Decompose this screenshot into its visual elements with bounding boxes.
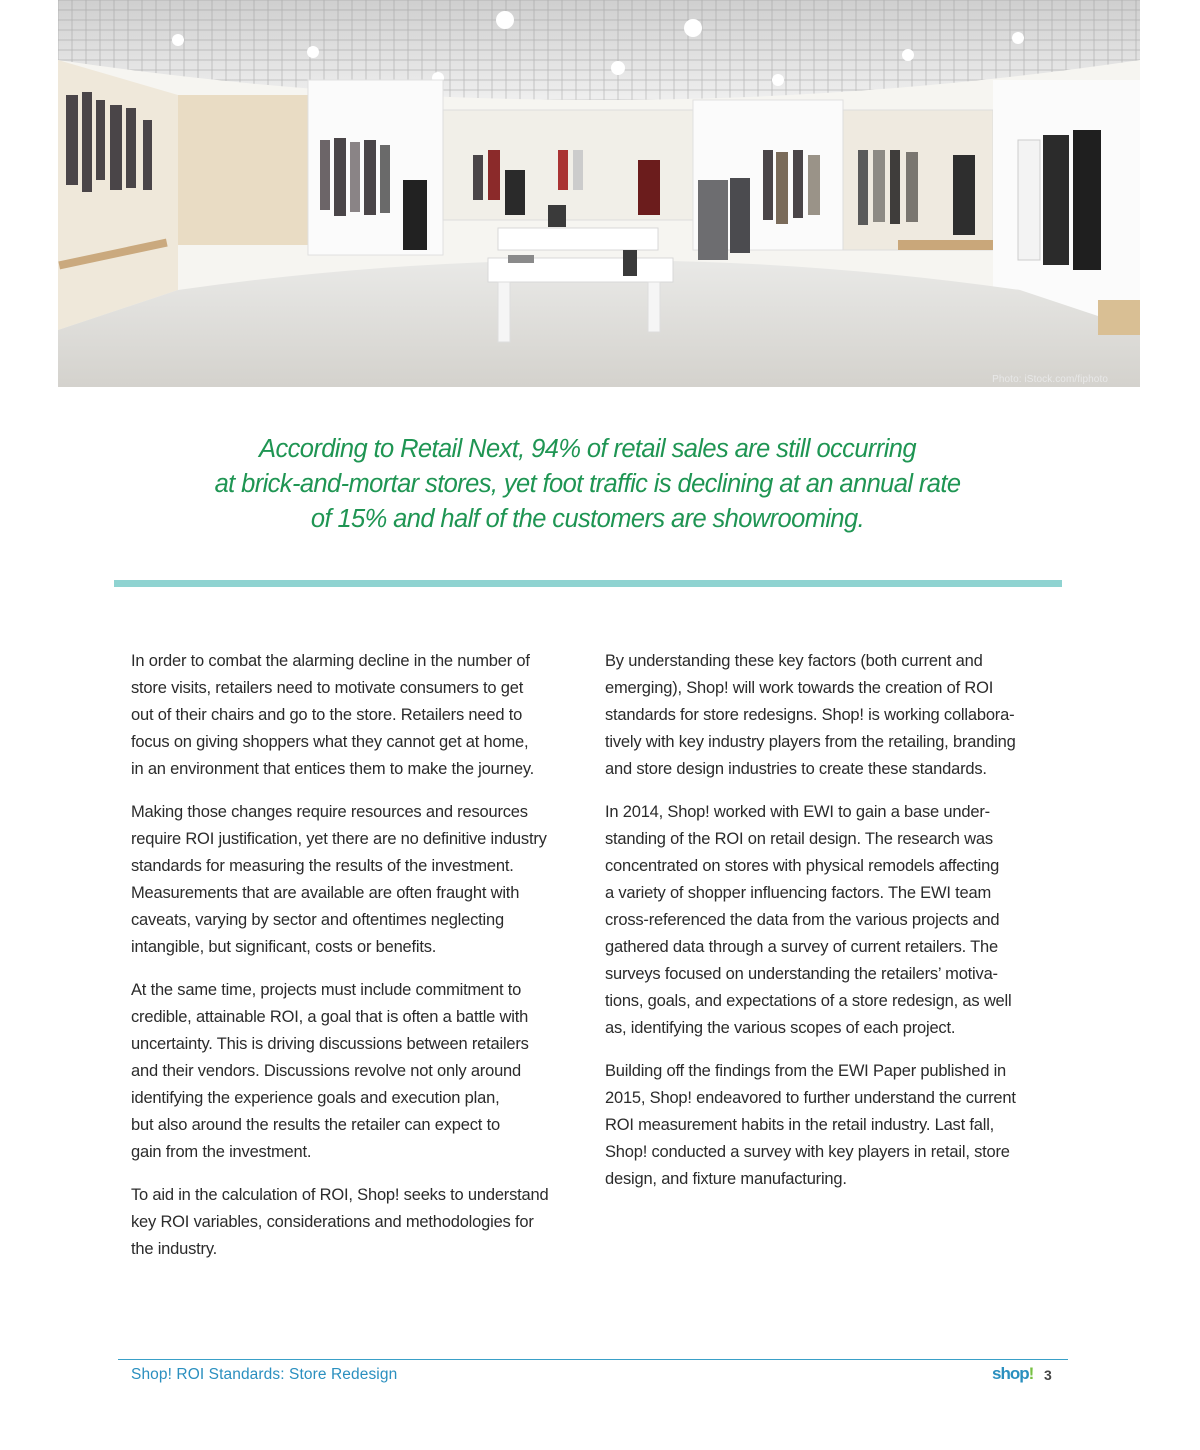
text-line: in an environment that entices them to make the journey.	[131, 760, 535, 778]
text-line: gathered data through a survey of current retailers. The	[605, 938, 998, 956]
text-line: a variety of shopper influencing factors. The EWI team	[605, 884, 992, 902]
store-interior-illustration	[58, 0, 1140, 387]
body-paragraph	[131, 648, 571, 783]
text-line: uncertainty. This is driving discussions between retailers	[131, 1035, 529, 1053]
text-line: concentrated on stores with physical remodels affecting	[605, 857, 1000, 875]
pull-quote-line: at brick-and-mortar stores, yet foot traffic is declining at an annual rate	[214, 470, 961, 498]
text-line: Making those changes require resources and resources	[131, 803, 528, 821]
text-line: caveats, varying by sector and oftentimes neglecting	[131, 911, 504, 929]
text-line: By understanding these key factors (both current and	[605, 652, 983, 670]
footer-divider	[118, 1359, 1068, 1360]
shop-logo-mark: !	[1028, 1364, 1034, 1383]
pull-quote-line: of 15% and half of the customers are showrooming.	[310, 505, 865, 533]
body-paragraph	[131, 799, 571, 961]
text-line: tions, goals, and expectations of a store redesign, as well	[605, 992, 1012, 1010]
shop-logo	[992, 1364, 1033, 1384]
text-line: Measurements that are available are often fraught with	[131, 884, 520, 902]
text-line: identifying the experience goals and execution plan,	[131, 1089, 500, 1107]
pull-quote	[150, 432, 1025, 537]
body-paragraph	[605, 799, 1045, 1042]
text-line: gain from the investment.	[131, 1143, 312, 1161]
text-line: Shop! conducted a survey with key players in retail, store	[605, 1143, 1010, 1161]
text-line: require ROI justification, yet there are no definitive industry	[131, 830, 547, 848]
body-paragraph	[131, 977, 571, 1166]
text-line: standards for store redesigns. Shop! is working collabora-	[605, 706, 1015, 724]
text-line: store visits, retailers need to motivate consumers to get	[131, 679, 524, 697]
text-line: design, and fixture manufacturing.	[605, 1170, 847, 1188]
body-paragraph	[605, 648, 1045, 783]
text-line: the industry.	[131, 1240, 218, 1258]
text-line: Building off the findings from the EWI Paper published in	[605, 1062, 1007, 1080]
pull-quote-line: According to Retail Next, 94% of retail sales are still occurring	[259, 435, 916, 463]
text-line: 2015, Shop! endeavored to further understand the current	[605, 1089, 1016, 1107]
text-line: standing of the ROI on retail design. The research was	[605, 830, 993, 848]
text-line: In order to combat the alarming decline in the number of	[131, 652, 530, 670]
text-line: emerging), Shop! will work towards the creation of ROI	[605, 679, 994, 697]
photo-credit: Photo: iStock.com/fiphoto	[992, 374, 1108, 385]
text-line: but also around the results the retailer can expect to	[131, 1116, 500, 1134]
text-line: and store design industries to create these standards.	[605, 760, 987, 778]
text-line: In 2014, Shop! worked with EWI to gain a base under-	[605, 803, 990, 821]
text-line: tively with key industry players from the retailing, branding	[605, 733, 1016, 751]
body-paragraph	[131, 1182, 571, 1263]
right-column	[605, 648, 1045, 1209]
text-line: and their vendors. Discussions revolve not only around	[131, 1062, 522, 1080]
footer-document-title: Shop! ROI Standards: Store Redesign	[131, 1366, 398, 1383]
text-line: ROI measurement habits in the retail industry. Last fall,	[605, 1116, 995, 1134]
text-line: standards for measuring the results of the investment.	[131, 857, 514, 875]
text-line: as, identifying the various scopes of each project.	[605, 1019, 956, 1037]
text-line: cross-referenced the data from the various projects and	[605, 911, 1000, 929]
text-line: To aid in the calculation of ROI, Shop! seeks to understand	[131, 1186, 549, 1204]
text-line: focus on giving shoppers what they cannot get at home,	[131, 733, 529, 751]
store-interior-photo	[58, 0, 1140, 387]
text-line: intangible, but significant, costs or benefits.	[131, 938, 437, 956]
text-line: surveys focused on understanding the retailers’ motiva-	[605, 965, 998, 983]
left-column	[131, 648, 571, 1279]
body-paragraph	[605, 1058, 1045, 1193]
text-line: out of their chairs and go to the store. Retailers need to	[131, 706, 523, 724]
section-divider	[114, 580, 1062, 587]
shop-logo-text: shop	[992, 1364, 1029, 1383]
text-line: At the same time, projects must include commitment to	[131, 981, 522, 999]
text-line: credible, attainable ROI, a goal that is often a battle with	[131, 1008, 529, 1026]
text-line: key ROI variables, considerations and methodologies for	[131, 1213, 534, 1231]
page-number: 3	[1044, 1367, 1052, 1383]
